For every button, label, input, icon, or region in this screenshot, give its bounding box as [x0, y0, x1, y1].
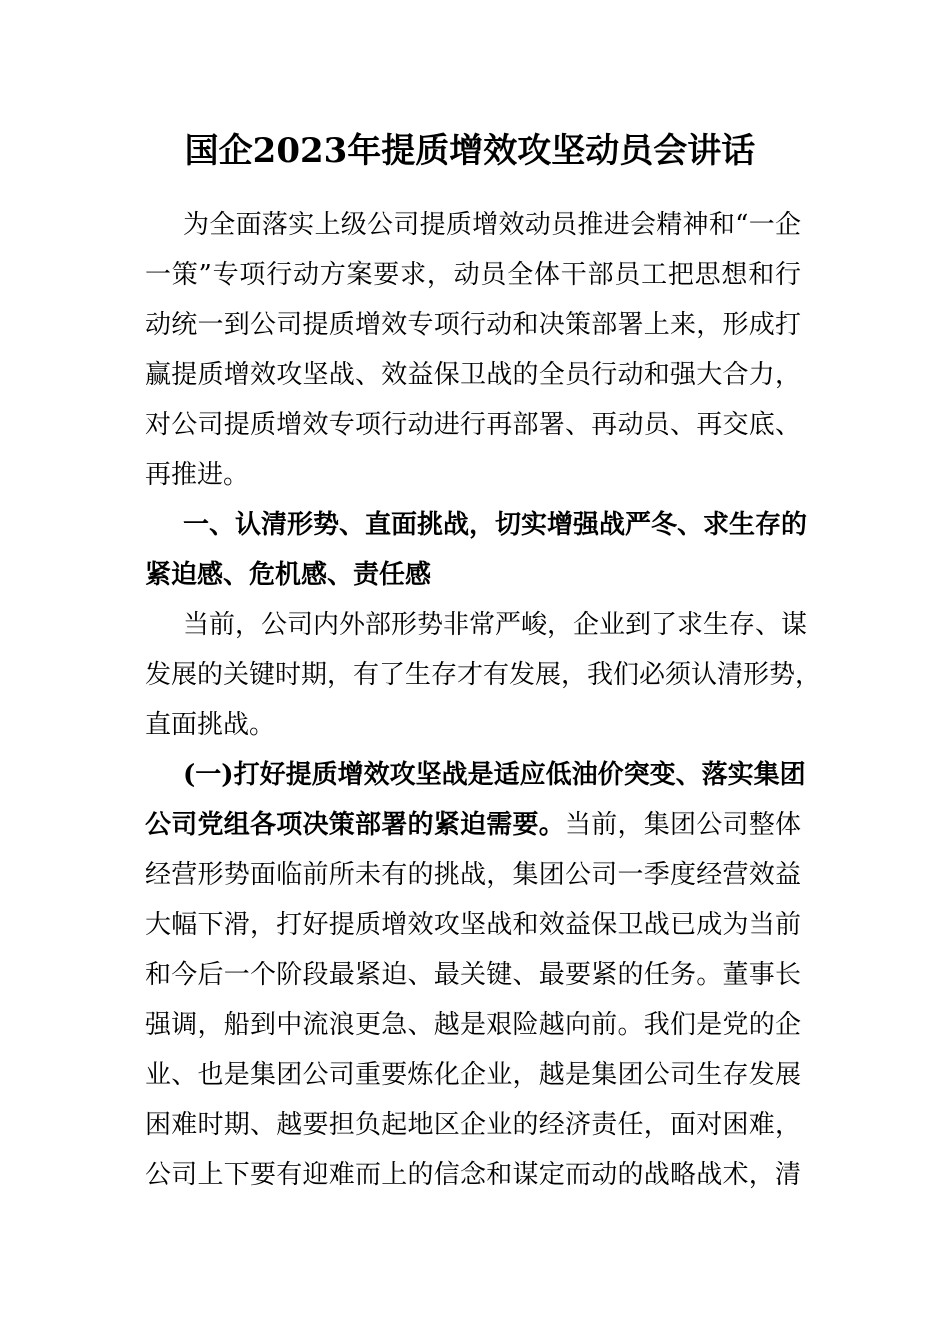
subsection-heading-end: 公司党组各项决策部署的紧迫需要。 [145, 810, 565, 840]
section-paragraph-line: 直面挑战。 [145, 710, 276, 740]
subsection-text-start: 当前，集团公司整体 [564, 810, 801, 840]
intro-line: 赢提质增效攻坚战、效益保卫战的全员行动和强大合力， [145, 360, 801, 390]
subsection-paragraph-line: 经营形势面临前所未有的挑战，集团公司一季度经营效益 [145, 860, 801, 890]
subsection-heading-line: (一)打好提质增效攻坚战是适应低油价突变、落实集团 [183, 760, 806, 790]
section-paragraph-line: 当前，公司内外部形势非常严峻，企业到了求生存、谋 [183, 610, 808, 640]
document-body [145, 200, 822, 1200]
subsection-paragraph-line: 强调，船到中流浪更急、越是艰险越向前。我们是党的企 [145, 1010, 801, 1040]
section-heading-line: 紧迫感、危机感、责任感 [145, 560, 432, 590]
subsection-paragraph-line: 困难时期、越要担负起地区企业的经济责任，面对困难， [145, 1110, 801, 1140]
intro-line: 对公司提质增效专项行动进行再部署、再动员、再交底、 [145, 410, 801, 440]
subsection-paragraph-line: 业、也是集团公司重要炼化企业，越是集团公司生存发展 [145, 1060, 801, 1090]
section-heading-line: 一、认清形势、直面挑战，切实增强战严冬、求生存的 [183, 510, 808, 540]
intro-line: 一策”专项行动方案要求，动员全体干部员工把思想和行 [145, 260, 801, 290]
document-title: 国企2023年提质增效攻坚动员会讲话 [184, 131, 756, 171]
intro-line: 动统一到公司提质增效专项行动和决策部署上来，形成打 [145, 310, 801, 340]
subsection-paragraph-line: 和今后一个阶段最紧迫、最关键、最要紧的任务。董事长 [145, 960, 801, 990]
subsection-paragraph-line: 公司上下要有迎难而上的信念和谋定而动的战略战术，清 [145, 1160, 801, 1190]
subsection-mixed-line [145, 800, 801, 850]
subsection-paragraph-line: 大幅下滑，打好提质增效攻坚战和效益保卫战已成为当前 [145, 910, 801, 940]
section-paragraph-line: 发展的关键时期，有了生存才有发展，我们必须认清形势， [145, 660, 822, 690]
intro-line: 再推进。 [145, 460, 250, 490]
intro-line: 为全面落实上级公司提质增效动员推进会精神和“一企 [183, 210, 801, 240]
